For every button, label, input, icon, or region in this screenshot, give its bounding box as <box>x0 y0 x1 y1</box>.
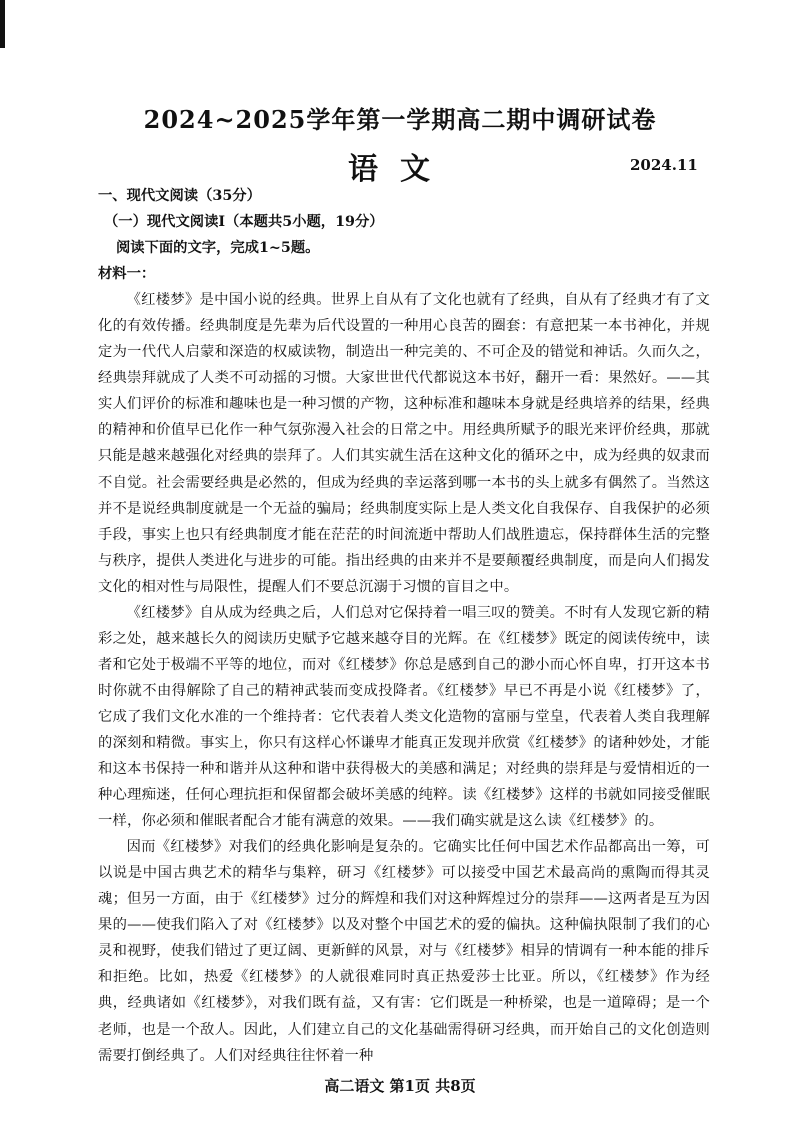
paragraph-2: 《红楼梦》自从成为经典之后，人们总对它保持着一唱三叹的赞美。不时有人发现它新的精彩之处，越来越长久的阅读历史赋予它越来越夺目的光辉。在《红楼梦》既定的阅读传统中，读者和它处于极端不平等的地位，而对《红楼梦》你总是感到自己的渺小而心怀自卑，打开这本书时你就不由得解除了自己的精神武装而变成投降者。《红楼梦》早已不再是小说《红楼梦》了，它成了我们文化水准的一个维持者：它代表着人类文化造物的富丽与堂皇，代表着人类自我理解的深刻和精微。事实上，你只有这样心怀谦卑才能真正发现并欣赏《红楼梦》的诸种妙处，才能和这本书保持一种和谐并从这种和谐中获得极大的美感和满足；对经典的崇拜是与爱情相近的一种心理痴迷，任何心理抗拒和保留都会破坏美感的纯粹。读《红楼梦》这样的书就如同接受催眠一样，你必须和催眠者配合才能有满意的效果。——我们确实就是这么读《红楼梦》的。 <box>98 604 710 830</box>
section-heading: 一、现代文阅读（35分） <box>98 188 261 204</box>
exam-date: 2024.11 <box>630 156 698 174</box>
exam-title: 2024~2025学年第一学期高二期中调研试卷 <box>143 105 657 134</box>
subject-title: 语文 <box>348 152 452 187</box>
paragraph-3: 因而《红楼梦》对我们的经典化影响是复杂的。它确实比任何中国艺术作品都高出一筹，可以说是中国古典艺术的精华与集粹，研习《红楼梦》可以接受中国艺术最高尚的熏陶而得其灵魂；但另一方面，由于《红楼梦》过分的辉煌和我们对这种辉煌过分的崇拜——这两者是互为因果的——使我们陷入了对《红楼梦》以及对整个中国艺术的爱的偏执。这种偏执限制了我们的心灵和视野，使我们错过了更辽阔、更新鲜的风景，对与《红楼梦》相异的情调有一种本能的排斥和拒绝。比如，热爱《红楼梦》的人就很难同时真正热爱莎士比亚。所以，《红楼梦》作为经典，经典诸如《红楼梦》，对我们既有益，又有害：它们既是一种桥梁，也是一道障碍；是一个老师，也是一个敌人。因此，人们建立自己的文化基础需得研习经典，而开始自己的文化创造则需要打倒经典了。人们对经典往往怀着一种 <box>98 839 710 1064</box>
scan-edge-mark <box>0 0 5 48</box>
reading-content <box>98 183 710 1069</box>
paragraph-1: 《红楼梦》是中国小说的经典。世界上自从有了文化也就有了经典，自从有了经典才有了文化的有效传播。经典制度是先辈为后代设置的一种用心良苦的圈套：有意把某一本书神化，并规定为一代代人启蒙和深造的权威读物，制造出一种完美的、不可企及的错觉和神话。久而久之，经典崇拜就成了人类不可动摇的习惯。大家世世代代都说这本书好，翻开一看：果然好。——其实人们评价的标准和趣味也是一种习惯的产物，这种标准和趣味本身就是经典培养的结果，经典的精神和价值早已化作一种气氛弥漫入社会的日常之中。用经典所赋予的眼光来评价经典，那就只能是越来越强化对经典的崇拜了。人们其实就生活在这种文化的循环之中，成为经典的奴隶而不自觉。社会需要经典是必然的，但成为经典的幸运落到哪一本书的头上就多有偶然了。当然这并不是说经典制度就是一个无益的骗局；经典制度实际上是人类文化自我保存、自我保护的必须手段，事实上也只有经典制度才能在茫茫的时间流逝中帮助人们战胜遗忘，保持群体生活的完整与秩序，提供人类进化与进步的可能。指出经典的由来并不是要颠覆经典制度，而是向人们揭发文化的相对性与局限性，提醒人们不要总沉溺于习惯的盲目之中。 <box>98 292 710 595</box>
subsection-heading: （一）现代文阅读Ⅰ（本题共5小题，19分） <box>104 214 384 231</box>
page-footer: 高二语文 第1页 共8页 <box>324 1077 476 1095</box>
instruction-text: 阅读下面的文字，完成1~5题。 <box>116 240 320 257</box>
material-label: 材料一： <box>98 266 156 283</box>
